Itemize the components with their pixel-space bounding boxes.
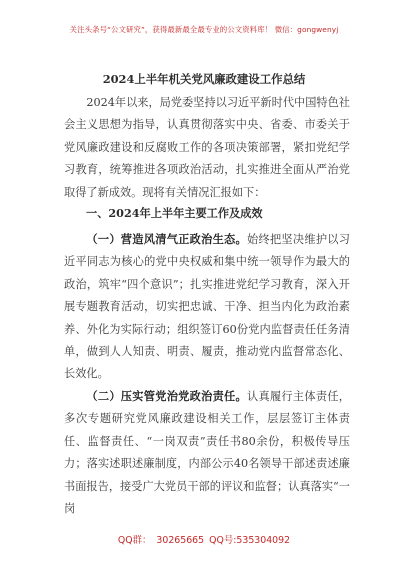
intro-paragraph: 2024年以来，局党委坚持以习近平新时代中国特色社会主义思想为指导，认真贯彻落实中央、省委、市委关于党风廉政建设和反腐败工作的各项决策部署，紧扣党纪学习教育，统筹推进各项政治活动，扎实推进全面从严治党取得了新成效。现将有关情况汇报如下： — [64, 96, 350, 199]
section-heading-1: 一、2024年上半年主要工作及成效 — [86, 206, 263, 220]
subsection-2-body: 认真履行主体责任，多次专题研究党风廉政建设相关工作，层层签订主体责任、监督责任、“一岗双责”责任书80余份，积极传导压力；落实述职述廉制度，内部公示40名领导干部述责述廉书面报告，接受广大党员干部的评议和监督；认真落实“一岗 — [64, 390, 350, 516]
subsection-1-body: 始终把坚决维护以习近平同志为核心的党中央权威和集中统一领导作为最大的政治，筑牢“四个意识”；扎实推进党纪学习教育，深入开展专题教育活动，切实把忠诚、干净、担当内化为政治素养、外化为实际行动；组织签订60份党内监督责任任务清单，做到人人知责、明责、履责，推动党内监督常态化、长效化。 — [64, 233, 350, 381]
document-title: 2024上半年机关党风廉政建设工作总结 — [102, 72, 306, 86]
subsection-2-title: （二）压实管党治党政治责任。 — [86, 389, 248, 403]
contact-footer: QQ群： 30265665 QQ号:535304092 — [117, 535, 291, 546]
subsection-1-title: （一）营造风清气正政治生态。 — [86, 232, 248, 246]
subsection-2-paragraph — [64, 385, 350, 520]
subsection-1-paragraph — [64, 228, 350, 386]
promo-banner: 关注头条号“公文研究”，获得最新最全最专业的公文资料库！ 微信：gongwenyj — [69, 25, 339, 34]
